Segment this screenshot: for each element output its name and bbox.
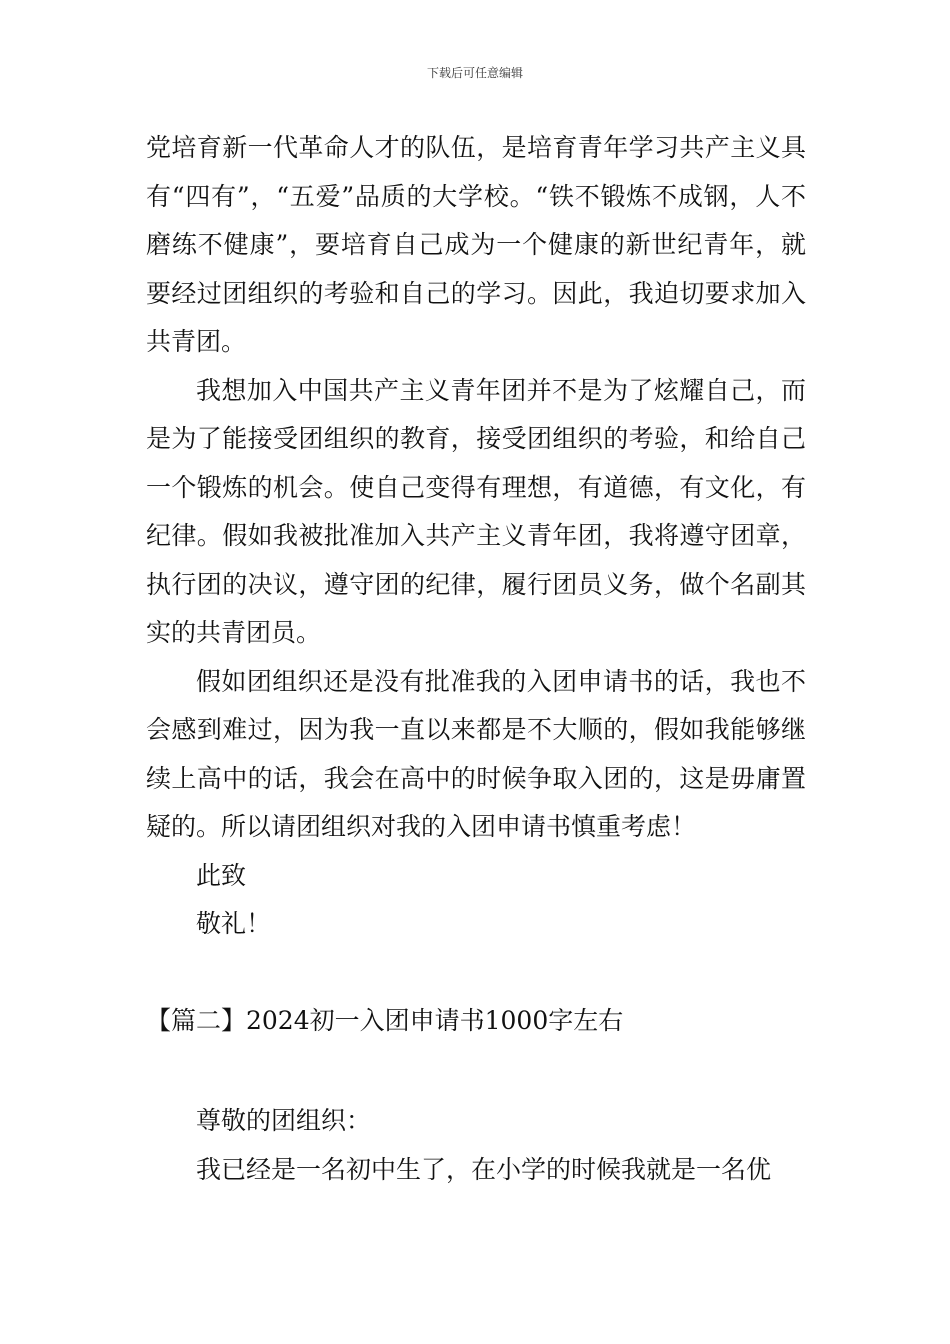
spacer [146, 1045, 806, 1097]
spacer [146, 949, 806, 997]
salutation: 尊敬的团组织： [196, 1106, 372, 1135]
paragraph-1: 党培育新一代革命人才的队伍，是培育青年学习共产主义具有“四有”，“五爱”品质的大学校。“铁不锻炼不成钢，人不磨练不健康”，要培育自己成为一个健康的新世纪青年，就要经过团组织的考验和自己的学习。因此，我迫切要求加入共青团。 [146, 133, 806, 356]
section-title: 【篇二】2024初一入团申请书1000字左右 [146, 1005, 624, 1035]
paragraph-3: 假如团组织还是没有批准我的入团申请书的话，我也不会感到难过，因为我一直以来都是不大顺的，假如我能够继续上高中的话，我会在高中的时候争取入团的，这是毋庸置疑的。所以请团组织对我的入团申请书慎重考虑！ [146, 666, 806, 841]
paragraph-2: 我想加入中国共产主义青年团并不是为了炫耀自己，而是为了能接受团组织的教育，接受团组织的考验，和给自己一个锻炼的机会。使自己变得有理想，有道德，有文化，有纪律。假如我被批准加入共产主义青年团，我将遵守团章，执行团的决议，遵守团的纪律，履行团员义务，做个名副其实的共青团员。 [146, 375, 806, 647]
document-body [146, 124, 806, 1194]
closing-line-1: 此致 [196, 860, 247, 890]
closing-line-2: 敬礼！ [196, 909, 272, 938]
page-header-note: 下载后可任意编辑 [426, 66, 523, 80]
paragraph-4: 我已经是一名初中生了，在小学的时候我就是一名优 [196, 1154, 772, 1184]
